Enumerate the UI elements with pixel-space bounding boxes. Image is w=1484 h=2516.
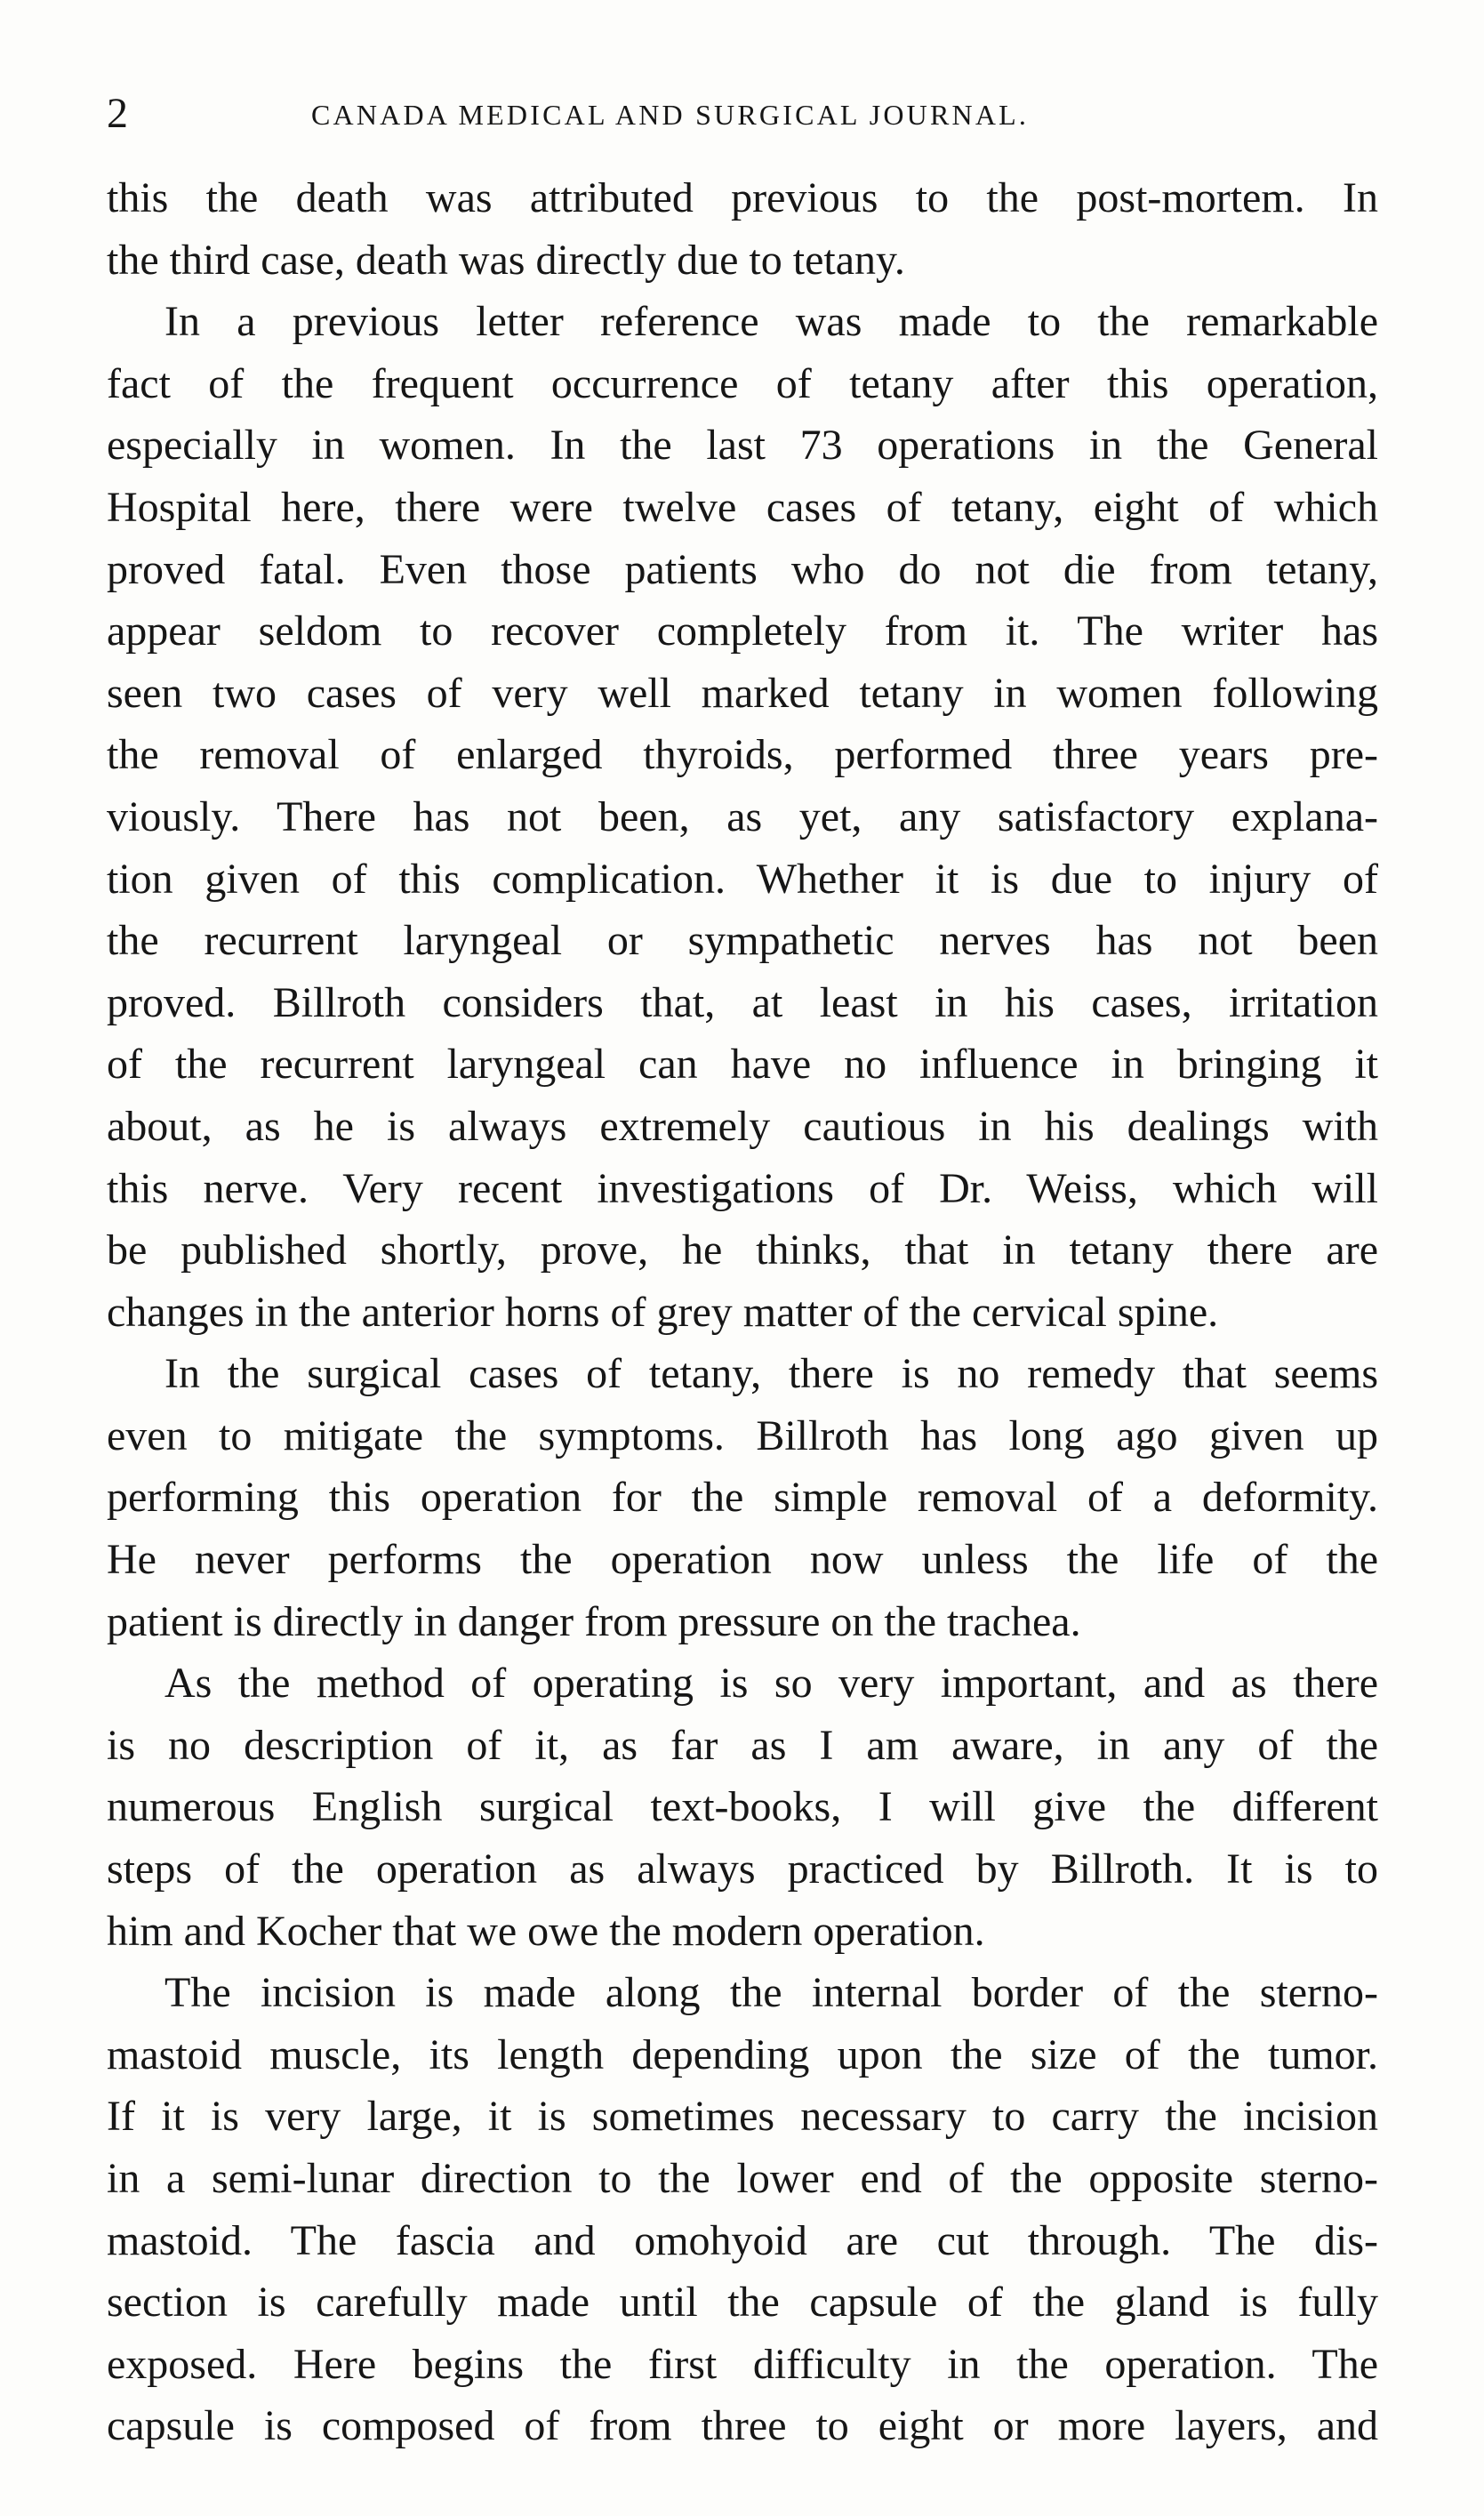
text-line: him and Kocher that we owe the modern operation. <box>107 1907 985 1955</box>
text-line: in a semi-lunar direction to the lower end of the opposite sterno- <box>107 2155 1378 2202</box>
text-line: the third case, death was directly due to tetany. <box>107 236 905 284</box>
text-line: As the method of operating is so very important, and as there <box>164 1660 1378 1708</box>
text-line: mastoid. The fascia and omohyoid are cut through. The dis- <box>107 2216 1378 2264</box>
text-line: especially in women. In the last 73 operations in the General <box>107 422 1378 470</box>
text-line: tion given of this complication. Whether it is due to injury of <box>107 855 1378 903</box>
text-line: exposed. Here begins the first difficulty in the operation. The <box>107 2340 1378 2388</box>
text-line: Hospital here, there were twelve cases of tetany, eight of which <box>107 483 1378 531</box>
text-line: is no description of it, as far as I am aware, in any of the <box>107 1721 1378 1769</box>
text-line: seen two cases of very well marked tetany in women following <box>107 669 1378 717</box>
article-body <box>107 167 1378 2457</box>
text-line: The incision is made along the internal border of the sterno- <box>164 1969 1378 2017</box>
text-line: If it is very large, it is sometimes necessary to carry the incision <box>107 2093 1378 2141</box>
text-line: appear seldom to recover completely from it. The writer has <box>107 607 1378 655</box>
text-line: patient is directly in danger from pressure on the trachea. <box>107 1597 1081 1645</box>
journal-title: CANADA MEDICAL AND SURGICAL JOURNAL. <box>311 99 1030 131</box>
text-line: In the surgical cases of tetany, there is no remedy that seems <box>164 1350 1378 1398</box>
text-line: capsule is composed of from three to eight or more layers, and <box>107 2402 1378 2450</box>
page-number: 2 <box>107 90 128 137</box>
text-line: fact of the frequent occurrence of tetany after this operation, <box>107 359 1378 407</box>
text-line: mastoid muscle, its length depending upon the size of the tumor. <box>107 2030 1378 2078</box>
text-line: In a previous letter reference was made to the remarkable <box>164 298 1378 346</box>
text-line: numerous English surgical text-books, I will give the different <box>107 1783 1378 1831</box>
text-line: steps of the operation as always practiced by Billroth. It is to <box>107 1845 1378 1893</box>
text-line: changes in the anterior horns of grey matter of the cervical spine. <box>107 1288 1219 1336</box>
text-line: He never performs the operation now unless the life of the <box>107 1536 1378 1584</box>
text-line: of the recurrent laryngeal can have no influence in bringing it <box>107 1041 1378 1089</box>
text-line: be published shortly, prove, he thinks, that in tetany there are <box>107 1226 1378 1274</box>
text-line: proved fatal. Even those patients who do not die from tetany, <box>107 545 1378 593</box>
text-line: the recurrent laryngeal or sympathetic nerves has not been <box>107 917 1378 965</box>
text-line: this nerve. Very recent investigations of Dr. Weiss, which will <box>107 1164 1378 1212</box>
text-line: even to mitigate the symptoms. Billroth has long ago given up <box>107 1411 1378 1459</box>
text-line: the removal of enlarged thyroids, performed three years pre- <box>107 731 1378 779</box>
text-line: viously. There has not been, as yet, any satisfactory explana- <box>107 792 1378 840</box>
text-line: section is carefully made until the capsule of the gland is fully <box>107 2279 1378 2327</box>
text-line: performing this operation for the simple removal of a deformity. <box>107 1474 1378 1522</box>
text-line: this the death was attributed previous to the post-mortem. In <box>107 174 1378 221</box>
running-head <box>107 87 1378 141</box>
text-line: proved. Billroth considers that, at least in his cases, irritation <box>107 978 1378 1026</box>
text-line: about, as he is always extremely cautious in his dealings with <box>107 1102 1378 1150</box>
